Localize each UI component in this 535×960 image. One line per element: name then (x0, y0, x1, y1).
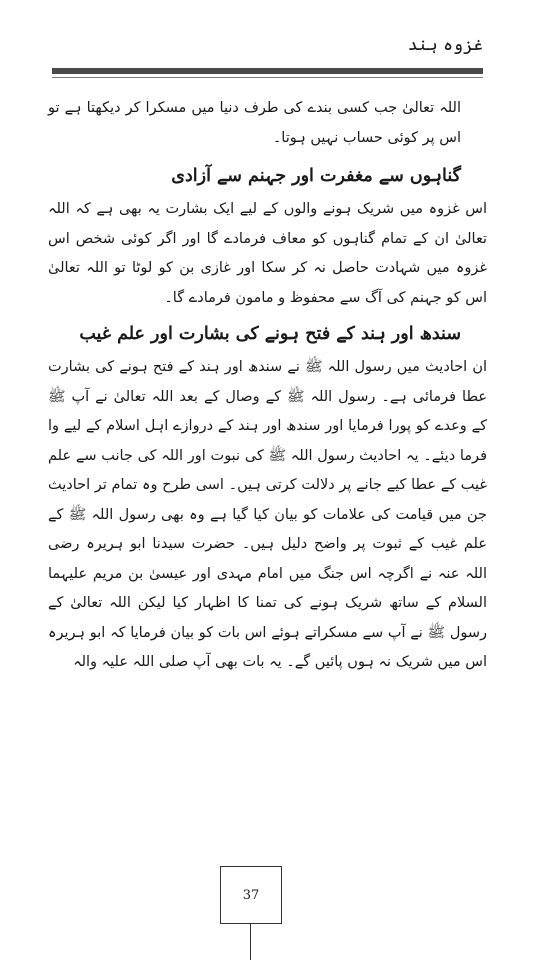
page-content (48, 94, 487, 678)
running-header: غزوہ ہند (407, 35, 483, 55)
page-number-box (220, 866, 282, 924)
section-heading-forgiveness: گناہوں سے مغفرت اور جہنم سے آزادی (171, 166, 461, 186)
page-number-stem (250, 923, 251, 960)
header-rule-thick (52, 68, 483, 74)
section-heading-conquest: سندھ اور ہند کے فتح ہونے کی بشارت اور علم غیب (79, 324, 461, 344)
intro-paragraph: اللہ تعالیٰ جب کسی بندے کی طرف دنیا میں مسکرا کر دیکھتا ہے تو اس پر کوئی حساب نہیں ہوتا۔ (48, 100, 461, 146)
page-number: 37 (242, 887, 260, 903)
section-body-conquest: ان احادیث میں رسول اللہ ﷺ نے سندھ اور ہند کے فتح ہونے کی بشارت عطا فرمائی ہے۔ رسول اللہ ﷺ کے وصال کے بعد اللہ تعالیٰ نے آپ ﷺ کے وعدے کو پورا فرمایا اور سندھ اور ہند کے دروازے اہل اسلام کے لیے وا فرما دیئے۔ یہ احادیث رسول اللہ ﷺ کی نبوت اور اللہ کی جانب سے علم غیب کے عطا کیے جانے پر دلالت کرتی ہیں۔ اسی طرح وہ تمام تر احادیث جن میں قیامت کی علامات کو بیان کیا گیا ہے وہ بھی رسول اللہ ﷺ کے علم غیب کے ثبوت پر واضح دلیل ہیں۔ حضرت سیدنا ابو ہریرہ رضی اللہ عنہ نے اگرچہ اس جنگ میں امام مہدی اور عیسیٰ بن مریم علیہما السلام کے ساتھ شریک ہونے کی تمنا کا اظہار کیا لیکن اللہ تعالیٰ کے رسول ﷺ نے آپ سے مسکراتے ہوئے اس بات کو بیان فرمایا کہ ابو ہریرہ اس میں شریک نہ ہوں پائیں گے۔ یہ بات بھی آپ صلی اللہ علیہ والہ (48, 359, 487, 670)
section-body-forgiveness: اس غزوہ میں شریک ہونے والوں کے لیے ایک بشارت یہ بھی ہے کہ اللہ تعالیٰ ان کے تمام گناہوں کو معاف فرمادے گا اور اگر کوئی شخص اس غزوہ میں شہادت حاصل نہ کر سکا اور غازی بن کو لوٹا تو اللہ تعالیٰ اس کو جہنم کی آگ سے محفوظ و مامون فرمادے گا۔ (48, 201, 487, 306)
header-rule-thin (52, 77, 483, 78)
